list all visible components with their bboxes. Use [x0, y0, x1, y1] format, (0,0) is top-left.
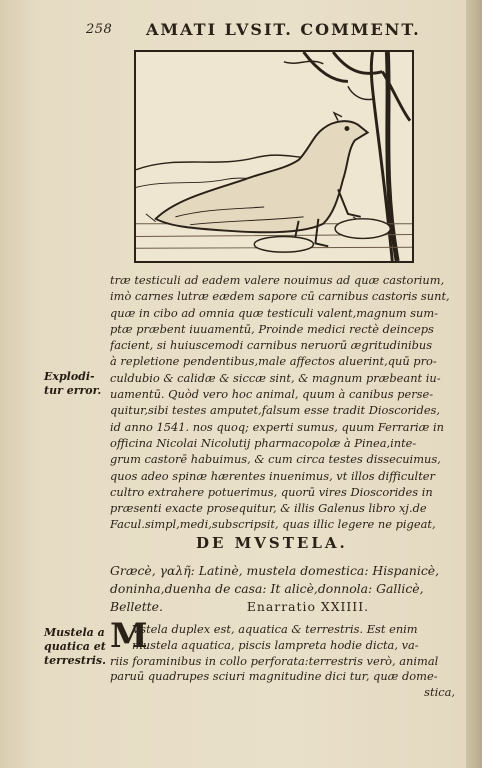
- margin-note-line: tur error.: [44, 384, 102, 397]
- text-line: culdubio & calidæ & siccæ sint, & magnum præbeant iu-: [110, 370, 441, 385]
- commentary-text: [110, 272, 455, 533]
- text-line: officina Nicolai Nicolutij pharmacopolæ à Pinea,inte-: [110, 435, 417, 450]
- text-line: à repletione pendentibus,male affectos aluerint,quū pro-: [110, 354, 437, 369]
- enarratio-text: [110, 622, 455, 701]
- text-line: cultro extrahere potuerimus, quorū vires Dioscorides in: [110, 484, 433, 499]
- margin-note-mustela: [44, 626, 106, 668]
- text-line: imò carnes lutræ eædem sapore cū carnibus castoris sunt,: [110, 289, 450, 304]
- margin-note-line: Mustela a: [44, 626, 105, 639]
- names-line: doninha,duenha de casa: It alicè,donnola: Gallicè,: [110, 581, 424, 596]
- margin-note-line: terrestris.: [44, 654, 106, 667]
- running-head: AMATI LVSIT. COMMENT.: [146, 20, 421, 39]
- margin-note-error: [44, 370, 101, 398]
- page-header: [0, 18, 482, 42]
- names-line: Græcè, γαλῆ: Latinè, mustela domestica: Hispanicè,: [110, 563, 440, 578]
- text-line: paruū quadrupes sciuri magnitudine dici tur, quæ dome-: [110, 669, 438, 684]
- text-line: facient, si huiuscemodi carnibus neruorū ægritudinibus: [110, 338, 433, 353]
- text-line: mustela aquatica, piscis lampreta hodie dicta, va-: [132, 637, 419, 652]
- text-line: uamentū. Quòd vero hoc animal, quum à canibus perse-: [110, 387, 434, 402]
- narratio-heading: Enarratio XXIIII.: [246, 599, 370, 614]
- text-line: træ testiculi ad eadem valere nouimus ad quæ castorium,: [110, 273, 445, 287]
- text-line: riis foraminibus in collo perforata:terrestris verò, animal: [110, 653, 439, 668]
- names-last: Bellette.: [110, 599, 163, 614]
- names-line: [110, 598, 455, 616]
- section-title: DE MVSTELA.: [196, 534, 348, 552]
- text-line: præsenti exacte prosequitur, & illis Galenus libro xj.de: [110, 501, 427, 516]
- text-line: Facul.simpl,medi,subscripsit, quas illic legere ne pigeat,: [110, 517, 436, 532]
- page-gutter: [466, 0, 482, 768]
- margin-note-line: Explodi-: [44, 370, 95, 383]
- margin-note-line: quatica et: [44, 640, 106, 653]
- weasel-woodcut-drawing: [136, 52, 412, 261]
- text-line: stica,: [424, 685, 455, 700]
- text-line: quæ in cibo ad omnia quæ testiculi valent,magnum sum-: [110, 305, 439, 320]
- text-line: Vstela duplex est, aquatica & terrestris. Est enim: [132, 622, 418, 636]
- page-number: 258: [86, 22, 113, 37]
- vernacular-names: [110, 562, 455, 616]
- text-line: grum castorē habuimus, & cum circa testes dissecuimus,: [110, 452, 441, 467]
- text-line: quitur,sibi testes amputet,falsum esse tradit Dioscorides,: [110, 403, 441, 418]
- text-line: id anno 1541. nos quoq; experti sumus, quum Ferrariæ in: [110, 419, 444, 434]
- weasel-woodcut-illustration: [134, 50, 414, 263]
- drop-initial: M: [110, 616, 148, 656]
- text-line: ptæ præbent iuuamentū, Proinde medici rectè deinceps: [110, 321, 434, 336]
- text-line: quos adeo spinæ hærentes inuenimus, vt illos difficulter: [110, 468, 435, 483]
